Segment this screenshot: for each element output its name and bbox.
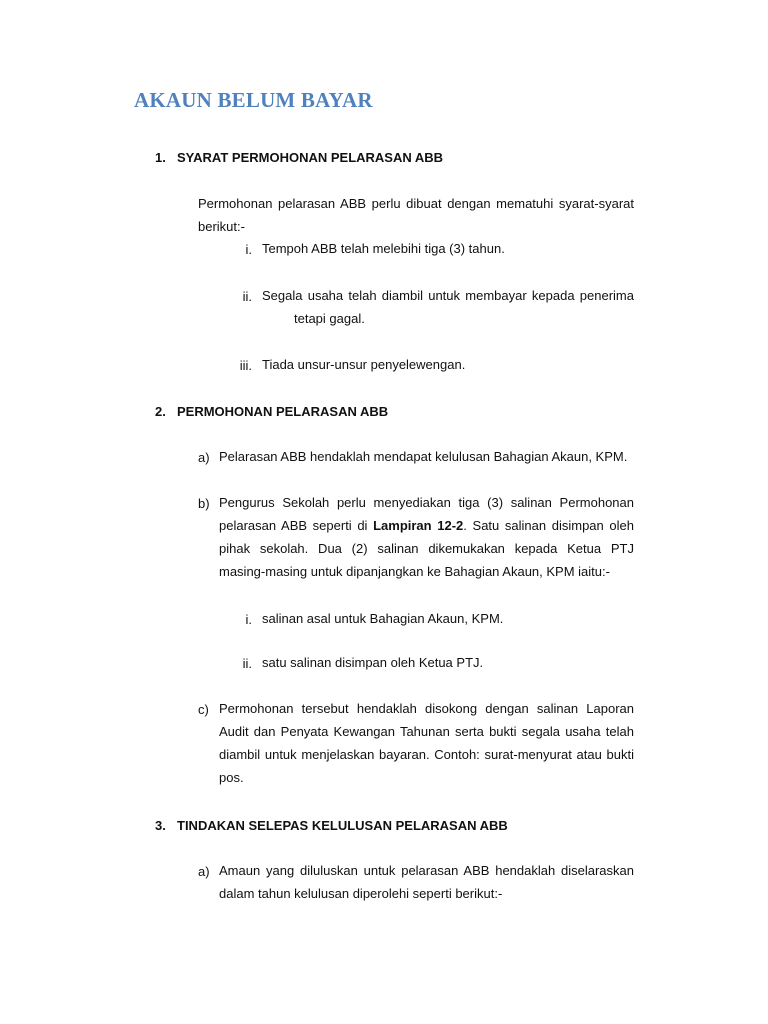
list-item: Tempoh ABB telah melebihi tiga (3) tahun. xyxy=(262,241,505,256)
list-item: Amaun yang diluluskan untuk pelarasan ABB hendaklah diselaraskan dalam tahun kelulusan diperolehi seperti berikut:- xyxy=(219,863,634,901)
list-item xyxy=(219,491,634,583)
section-2-number: 2. xyxy=(155,404,166,419)
list-marker: i. xyxy=(245,242,252,257)
section-2-heading: PERMOHONAN PELARASAN ABB xyxy=(177,404,389,419)
list-item: Segala usaha telah diambil untuk membayar kepada penerima xyxy=(262,288,634,303)
list-item: salinan asal untuk Bahagian Akaun, KPM. xyxy=(262,611,504,626)
lampiran-reference: Lampiran 12-2 xyxy=(373,518,464,533)
list-item: satu salinan disimpan oleh Ketua PTJ. xyxy=(262,655,484,670)
list-marker: a) xyxy=(198,864,210,879)
list-marker: ii. xyxy=(242,289,252,304)
list-marker: iii. xyxy=(239,358,252,373)
list-marker: ii. xyxy=(242,656,252,671)
list-item: Permohonan tersebut hendaklah disokong dengan salinan Laporan Audit dan Penyata Kewangan Tahunan serta bukti segala usaha telah diambil untuk menjelaskan bayaran. Contoh: surat-menyurat atau bukti pos. xyxy=(219,701,634,785)
section-1-intro: Permohonan pelarasan ABB perlu dibuat dengan mematuhi syarat-syarat berikut:- xyxy=(198,196,634,234)
list-marker: b) xyxy=(198,496,210,511)
list-item-continuation: tetapi gagal. xyxy=(294,311,365,326)
list-item: Pelarasan ABB hendaklah mendapat kelulusan Bahagian Akaun, KPM. xyxy=(219,449,628,464)
list-marker: c) xyxy=(198,702,209,717)
section-1-number: 1. xyxy=(155,150,166,165)
paragraph-text: . Satu salinan disimpan oleh pihak sekolah. Dua (2) salinan dikemukakan kepada Ketua PTJ masing-masing untuk dipanjangkan ke Bahagian Akaun, KPM iaitu:- xyxy=(219,518,634,579)
document-title: AKAUN BELUM BAYAR xyxy=(134,88,373,112)
section-3-heading: TINDAKAN SELEPAS KELULUSAN PELARASAN ABB xyxy=(177,818,508,833)
section-1-heading: SYARAT PERMOHONAN PELARASAN ABB xyxy=(177,150,444,165)
list-marker: i. xyxy=(245,612,252,627)
paragraph-text: Pengurus Sekolah perlu menyediakan tiga (3) salinan Permohonan pelarasan ABB seperti di xyxy=(219,495,634,533)
section-3-number: 3. xyxy=(155,818,166,833)
list-marker: a) xyxy=(198,450,210,465)
list-item: Tiada unsur-unsur penyelewengan. xyxy=(262,357,466,372)
